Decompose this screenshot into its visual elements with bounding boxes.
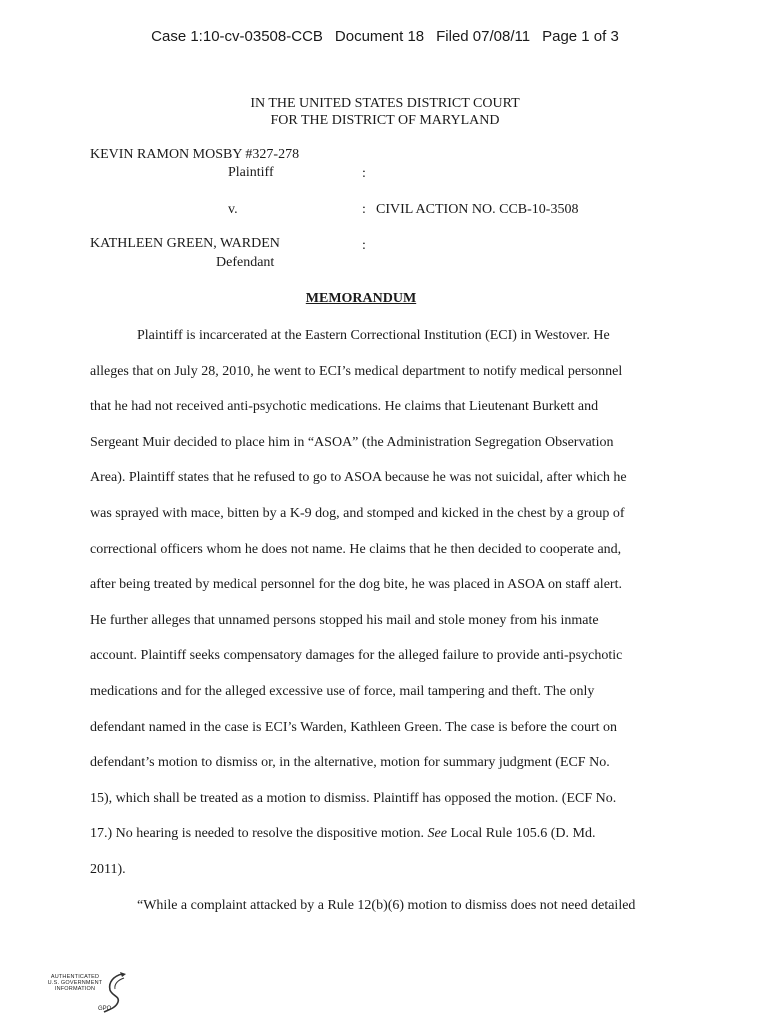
case-number: Case 1:10-cv-03508-CCB	[151, 28, 323, 45]
court-line-2: FOR THE DISTRICT OF MARYLAND	[270, 113, 500, 128]
defendant-role: Defendant	[216, 255, 275, 270]
second-paragraph-line: “While a complaint attacked by a Rule 12(b)(6) motion to dismiss does not need detailed	[137, 897, 636, 913]
body-line: He further alleges that unnamed persons stopped his mail and stole money from his inmate	[90, 612, 599, 628]
local-rule-citation: Local Rule 105.6 (D. Md.	[446, 826, 596, 842]
filing-header	[0, 28, 770, 45]
body-line: 15), which shall be treated as a motion to dismiss. Plaintiff has opposed the motion. (ECF No.	[90, 790, 617, 806]
civil-action-number: CIVIL ACTION NO. CCB-10-3508	[376, 202, 579, 217]
body-line: 2011).	[90, 861, 126, 877]
memorandum-title: MEMORANDUM	[305, 291, 417, 306]
court-heading	[0, 95, 770, 129]
body-line: that he had not received anti-psychotic medications. He claims that Lieutenant Burkett and	[90, 399, 599, 415]
body-line-with-citation	[90, 825, 690, 861]
caption-colon-1: :	[362, 166, 366, 181]
gpo-line-1: AUTHENTICATED	[50, 974, 100, 980]
gpo-mark: GPO	[98, 1006, 112, 1012]
body-line: alleges that on July 28, 2010, he went to ECI’s medical department to notify medical personnel	[90, 363, 623, 379]
page-indicator: Page 1 of 3	[542, 28, 619, 45]
court-line-1: IN THE UNITED STATES DISTRICT COURT	[250, 96, 520, 111]
plaintiff-role: Plaintiff	[228, 165, 274, 180]
body-line: Sergeant Muir decided to place him in “ASOA” (the Administration Segregation Observation	[90, 434, 614, 450]
gpo-line-2: U.S. GOVERNMENT	[47, 980, 103, 986]
gpo-line-3: INFORMATION	[54, 986, 96, 992]
body-line: medications and for the alleged excessive use of force, mail tampering and theft. The only	[90, 683, 595, 699]
body-line: after being treated by medical personnel for the dog bite, he was placed in ASOA on staff alert.	[90, 577, 622, 593]
gpo-authentication-logo	[40, 968, 140, 1018]
versus: v.	[228, 202, 238, 217]
body-line: defendant’s motion to dismiss or, in the alternative, motion for summary judgment (ECF No.	[90, 755, 610, 771]
body-line: was sprayed with mace, bitten by a K-9 dog, and stomped and kicked in the chest by a group of	[90, 505, 625, 521]
defendant-name: KATHLEEN GREEN, WARDEN	[90, 236, 280, 251]
body-line: account. Plaintiff seeks compensatory damages for the alleged failure to provide anti-psychotic	[90, 648, 623, 664]
caption-colon-2: :	[362, 202, 366, 217]
body-line: 17.) No hearing is needed to resolve the dispositive motion.	[90, 826, 428, 842]
memorandum-body	[90, 327, 690, 932]
plaintiff-name: KEVIN RAMON MOSBY #327-278	[90, 147, 300, 162]
body-line: Plaintiff is incarcerated at the Eastern Correctional Institution (ECI) in Westover. He	[137, 328, 610, 343]
filed-date: Filed 07/08/11	[436, 28, 531, 45]
caption-colon-3: :	[362, 238, 366, 253]
document-number: Document 18	[334, 28, 425, 45]
body-line: correctional officers whom he does not name. He claims that he then decided to cooperate and,	[90, 541, 622, 557]
see-signal: See	[427, 826, 447, 842]
body-line: Area). Plaintiff states that he refused to go to ASOA because he was not suicidal, after which he	[90, 470, 627, 486]
body-line: defendant named in the case is ECI’s Warden, Kathleen Green. The case is before the court on	[90, 719, 618, 735]
